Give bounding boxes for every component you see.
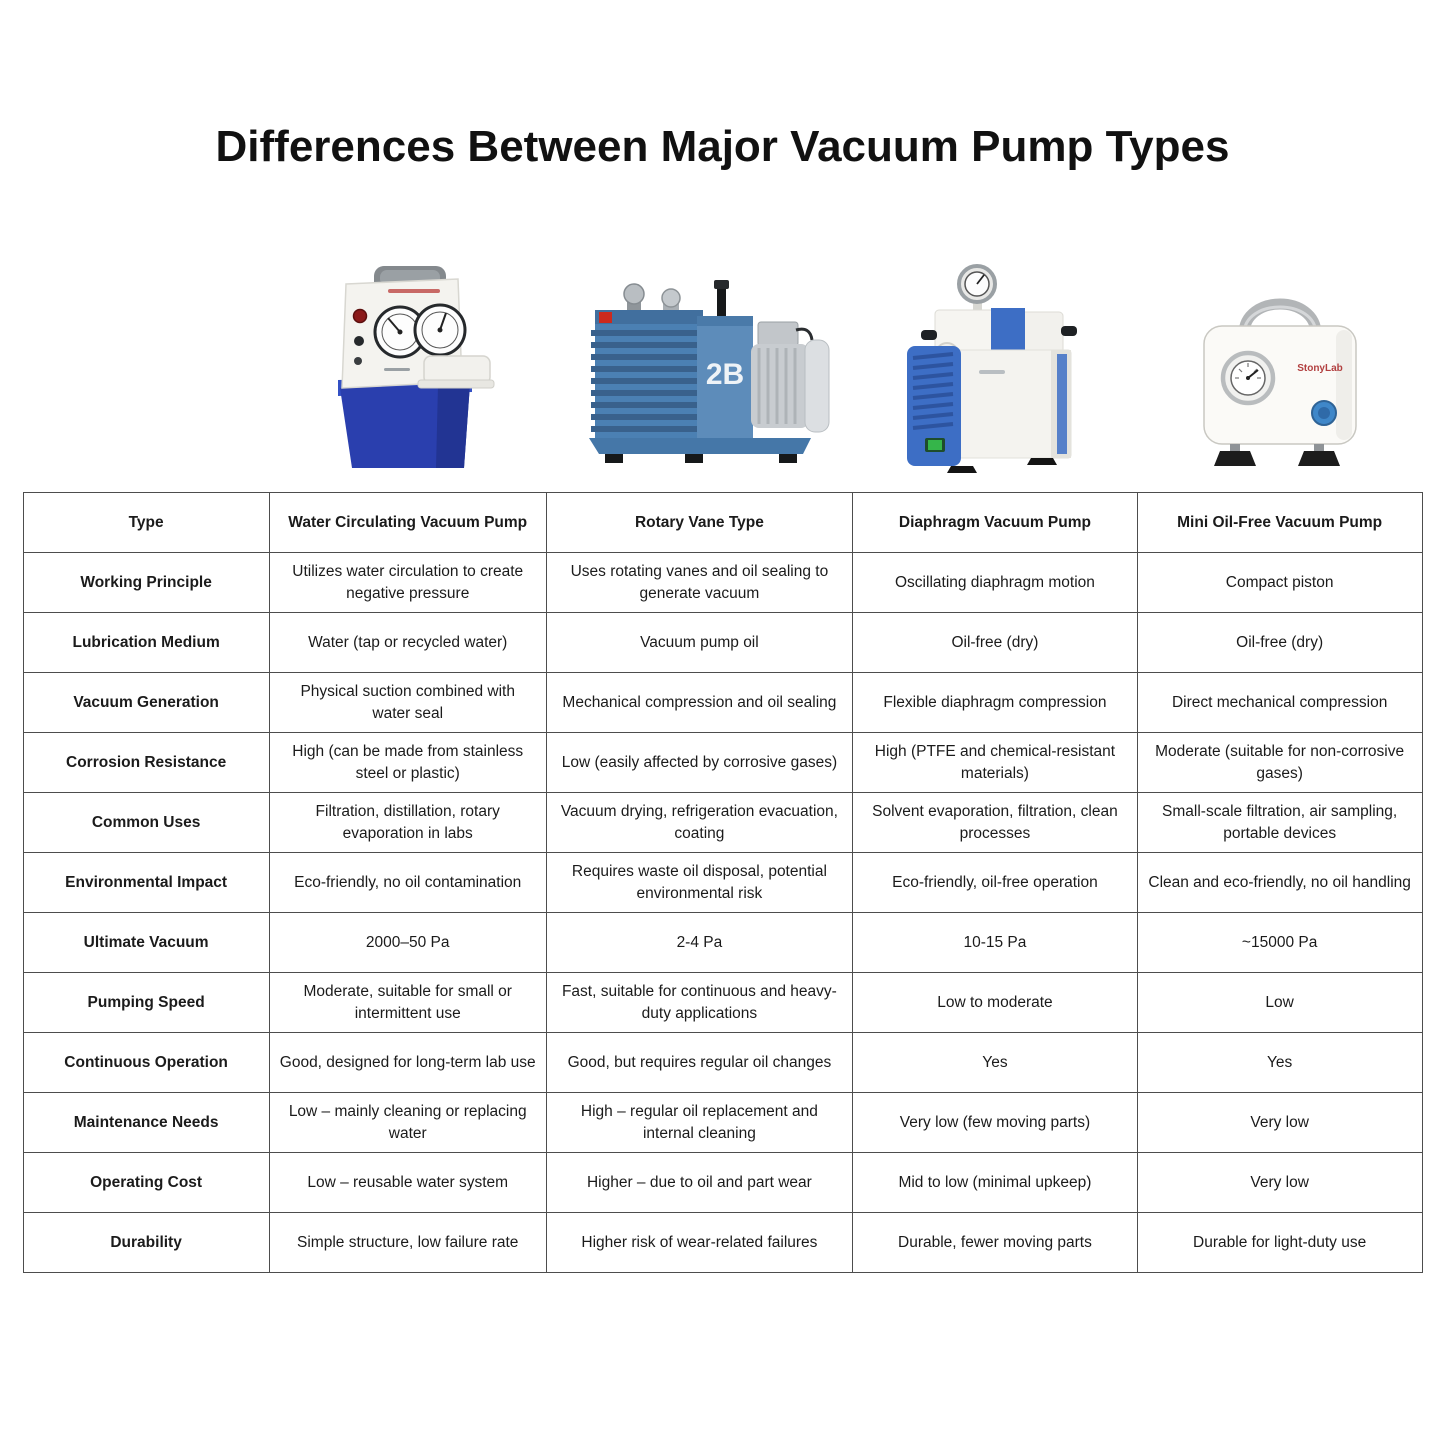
mini-oil-free-pump-photo <box>1138 256 1423 474</box>
table-cell: Oil-free (dry) <box>853 613 1138 673</box>
table-cell: Physical suction combined with water seal <box>269 673 546 733</box>
table-cell: Low <box>1137 973 1422 1033</box>
row-header-cell: Lubrication Medium <box>23 613 269 673</box>
table-row <box>23 973 1422 1033</box>
table-cell: Eco-friendly, no oil contamination <box>269 853 546 913</box>
page-title: Differences Between Major Vacuum Pump Types <box>215 122 1230 171</box>
rotary-vane-pump-illustration <box>565 260 833 474</box>
water-circulating-pump-illustration <box>318 260 496 474</box>
table-cell: Oil-free (dry) <box>1137 613 1422 673</box>
table-cell: Durable, fewer moving parts <box>853 1213 1138 1273</box>
table-cell: Yes <box>853 1033 1138 1093</box>
table-cell: Higher – due to oil and part wear <box>546 1153 852 1213</box>
row-header-cell: Pumping Speed <box>23 973 269 1033</box>
column-header-mini-oil-free: Mini Oil-Free Vacuum Pump <box>1137 493 1422 553</box>
table-cell: Good, but requires regular oil changes <box>546 1033 852 1093</box>
table-cell: Water (tap or recycled water) <box>269 613 546 673</box>
table-cell: Filtration, distillation, rotary evaporation in labs <box>269 793 546 853</box>
table-row <box>23 853 1422 913</box>
table-cell: Oscillating diaphragm motion <box>853 553 1138 613</box>
table-cell: Solvent evaporation, filtration, clean processes <box>853 793 1138 853</box>
table-cell: High (can be made from stainless steel or plastic) <box>269 733 546 793</box>
diaphragm-pump-photo <box>853 256 1138 474</box>
table-cell: ~15000 Pa <box>1137 913 1422 973</box>
table-row <box>23 1033 1422 1093</box>
row-header-cell: Ultimate Vacuum <box>23 913 269 973</box>
comparison-table <box>23 492 1423 1273</box>
table-cell: Clean and eco-friendly, no oil handling <box>1137 853 1422 913</box>
table-row <box>23 613 1422 673</box>
table-row <box>23 1153 1422 1213</box>
table-cell: Moderate (suitable for non-corrosive gases) <box>1137 733 1422 793</box>
table-row <box>23 793 1422 853</box>
rotary-vane-pump-photo <box>546 256 853 474</box>
row-header-cell: Operating Cost <box>23 1153 269 1213</box>
table-header-row <box>23 493 1422 553</box>
table-cell: 2-4 Pa <box>546 913 852 973</box>
diaphragm-pump-illustration <box>891 254 1099 474</box>
table-cell: 10-15 Pa <box>853 913 1138 973</box>
mini-oil-free-pump-illustration <box>1186 276 1374 474</box>
table-cell: High – regular oil replacement and internal cleaning <box>546 1093 852 1153</box>
mini-pump-brand-label: StonyLab <box>1297 363 1343 374</box>
product-images-row <box>23 256 1423 474</box>
table-row <box>23 673 1422 733</box>
column-header-rotary-vane: Rotary Vane Type <box>546 493 852 553</box>
table-cell: High (PTFE and chemical-resistant materials) <box>853 733 1138 793</box>
table-row <box>23 733 1422 793</box>
table-row <box>23 553 1422 613</box>
table-cell: Mid to low (minimal upkeep) <box>853 1153 1138 1213</box>
table-row <box>23 1213 1422 1273</box>
row-header-cell: Corrosion Resistance <box>23 733 269 793</box>
table-row <box>23 913 1422 973</box>
water-circulating-pump-photo <box>269 256 546 474</box>
table-cell: Higher risk of wear-related failures <box>546 1213 852 1273</box>
column-header-water-circulating: Water Circulating Vacuum Pump <box>269 493 546 553</box>
row-header-cell: Environmental Impact <box>23 853 269 913</box>
table-cell: Vacuum drying, refrigeration evacuation, coating <box>546 793 852 853</box>
table-cell: Requires waste oil disposal, potential environmental risk <box>546 853 852 913</box>
table-cell: Utilizes water circulation to create negative pressure <box>269 553 546 613</box>
table-cell: Uses rotating vanes and oil sealing to generate vacuum <box>546 553 852 613</box>
table-cell: Very low (few moving parts) <box>853 1093 1138 1153</box>
table-cell: Low – reusable water system <box>269 1153 546 1213</box>
table-cell: Mechanical compression and oil sealing <box>546 673 852 733</box>
rotary-pump-model-label: 2B <box>706 358 745 391</box>
row-header-cell: Maintenance Needs <box>23 1093 269 1153</box>
table-cell: Very low <box>1137 1093 1422 1153</box>
row-header-cell: Durability <box>23 1213 269 1273</box>
column-header-type: Type <box>23 493 269 553</box>
table-cell: Good, designed for long-term lab use <box>269 1033 546 1093</box>
table-cell: Simple structure, low failure rate <box>269 1213 546 1273</box>
row-header-cell: Working Principle <box>23 553 269 613</box>
table-cell: Small-scale filtration, air sampling, portable devices <box>1137 793 1422 853</box>
row-header-cell: Vacuum Generation <box>23 673 269 733</box>
table-cell: Flexible diaphragm compression <box>853 673 1138 733</box>
table-cell: Moderate, suitable for small or intermittent use <box>269 973 546 1033</box>
row-header-cell: Common Uses <box>23 793 269 853</box>
table-cell: Low (easily affected by corrosive gases) <box>546 733 852 793</box>
table-row <box>23 1093 1422 1153</box>
column-header-diaphragm: Diaphragm Vacuum Pump <box>853 493 1138 553</box>
table-cell: Direct mechanical compression <box>1137 673 1422 733</box>
table-cell: Vacuum pump oil <box>546 613 852 673</box>
table-cell: Fast, suitable for continuous and heavy-duty applications <box>546 973 852 1033</box>
table-cell: Compact piston <box>1137 553 1422 613</box>
row-header-cell: Continuous Operation <box>23 1033 269 1093</box>
images-row-spacer <box>23 256 269 474</box>
table-cell: Low to moderate <box>853 973 1138 1033</box>
table-cell: Very low <box>1137 1153 1422 1213</box>
table-cell: Durable for light-duty use <box>1137 1213 1422 1273</box>
table-cell: 2000–50 Pa <box>269 913 546 973</box>
table-cell: Low – mainly cleaning or replacing water <box>269 1093 546 1153</box>
table-cell: Eco-friendly, oil-free operation <box>853 853 1138 913</box>
table-cell: Yes <box>1137 1033 1422 1093</box>
